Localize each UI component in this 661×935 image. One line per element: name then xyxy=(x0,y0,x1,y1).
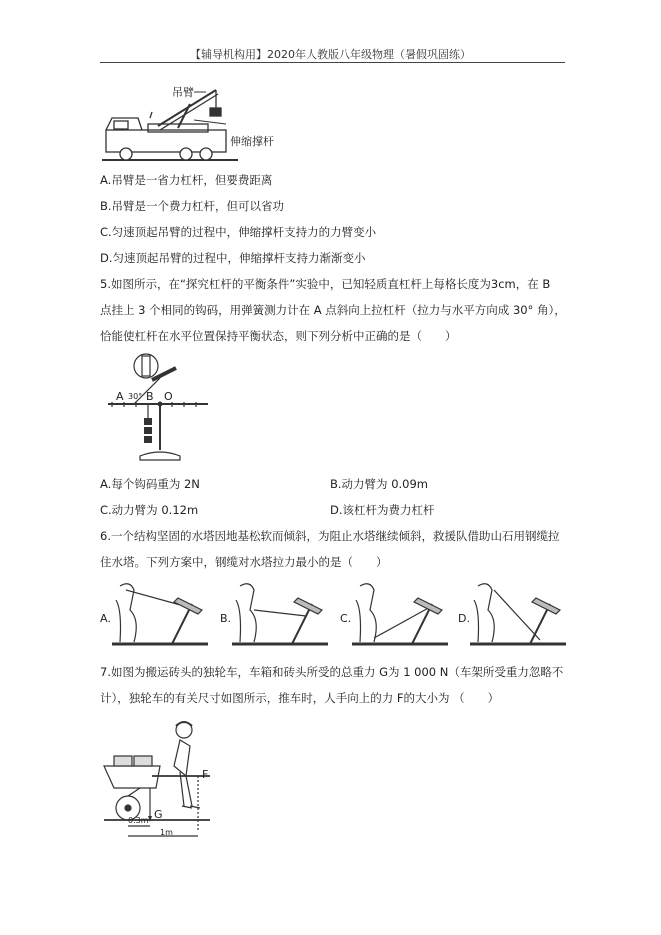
q5-line-2: 点挂上 3 个相同的钩码，用弹簧测力计在 A 点斜向上拉杠杆（拉力与水平方向成 30° 角）， xyxy=(100,303,566,317)
choice-d-label: D. xyxy=(458,612,470,625)
q4-option-d: D.匀速顶起吊臂的过程中，伸缩撑杆支持力渐渐变小 xyxy=(100,251,366,265)
distance-long-label: 1m xyxy=(160,828,173,837)
point-b-label: B xyxy=(146,390,154,403)
choice-b-label: B. xyxy=(220,612,232,625)
header-rule xyxy=(100,62,565,63)
water-tower-choice-d xyxy=(458,580,570,650)
rod-label: 伸缩撑杆 xyxy=(230,135,274,148)
water-tower-choice-a xyxy=(100,580,212,650)
choice-c-label: C. xyxy=(340,612,352,625)
q6-line-1: 6.一个结构坚固的水塔因地基松软而倾斜，为阻止水塔继续倾斜，救援队借助山石用钢缆拉 xyxy=(100,529,560,543)
q5-option-a: A.每个钩码重为 2N xyxy=(100,477,200,491)
point-o-label: O xyxy=(164,390,173,403)
q4-option-a: A.吊臂是一省力杠杆，但要费距离 xyxy=(100,173,273,187)
q4-option-c: C.匀速顶起吊臂的过程中，伸缩撑杆支持力的力臂变小 xyxy=(100,225,377,239)
gravity-label: G xyxy=(154,808,163,821)
q5-option-d: D.该杠杆为费力杠杆 xyxy=(330,503,435,517)
water-tower-choice-b xyxy=(220,580,332,650)
page-header: 【辅导机构用】2020年人教版八年级物理（暑假巩固练） xyxy=(190,48,471,61)
lever-figure xyxy=(104,352,216,468)
angle-label: 30° xyxy=(128,392,143,401)
choice-a-label: A. xyxy=(100,612,111,625)
q5-option-b: B.动力臂为 0.09m xyxy=(330,477,429,491)
distance-short-label: 0.3m xyxy=(128,816,149,825)
q7-line-1: 7.如图为搬运砖头的独轮车，车箱和砖头所受的总重力 G为 1 000 N（车架所受重力忽略不 xyxy=(100,665,564,679)
water-tower-choice-c xyxy=(340,580,452,650)
boom-label: 吊臂 xyxy=(172,86,194,99)
q5-line-3: 恰能使杠杆在水平位置保持平衡状态，则下列分析中正确的是（ ） xyxy=(100,329,457,343)
force-label: F xyxy=(202,768,209,781)
q4-option-b: B.吊臂是一个费力杠杆，但可以省功 xyxy=(100,199,285,213)
crane-figure xyxy=(98,82,308,167)
q5-line-1: 5.如图所示，在“探究杠杆的平衡条件”实验中，已知轻质直杠杆上每格长度为3cm，在 B xyxy=(100,277,551,291)
q5-option-c: C.动力臂为 0.12m xyxy=(100,503,199,517)
wheelbarrow-figure xyxy=(100,716,230,842)
q7-line-2: 计），独轮车的有关尺寸如图所示，推车时，人手向上的力 F的大小为 （ ） xyxy=(100,691,500,705)
q6-line-2: 住水塔。下列方案中，钢缆对水塔拉力最小的是（ ） xyxy=(100,555,388,569)
point-a-label: A xyxy=(116,390,124,403)
